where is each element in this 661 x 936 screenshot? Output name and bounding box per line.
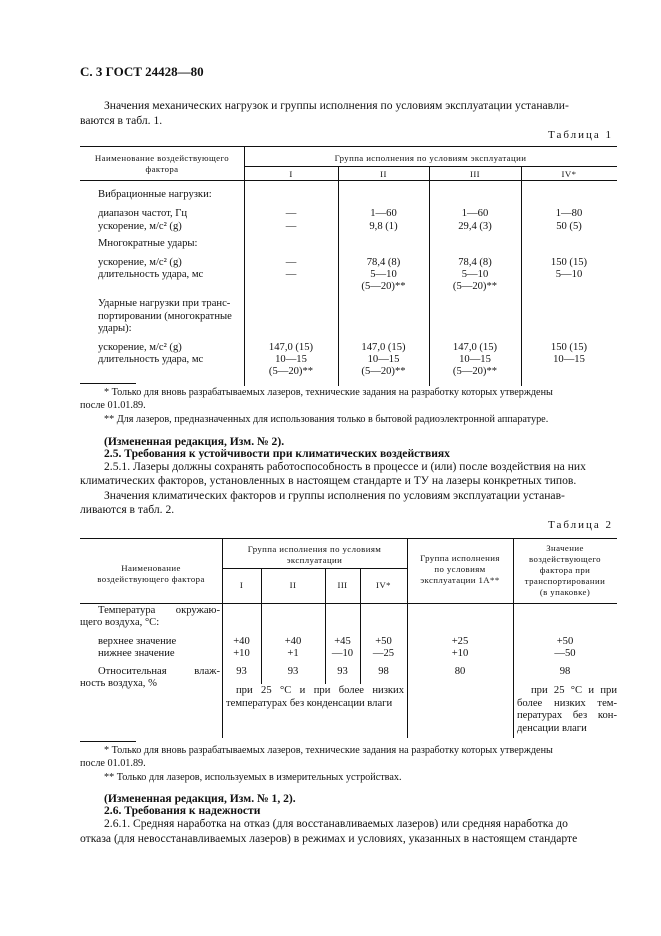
table1-cell: 147,0 (15) [361,342,406,353]
table2-col-1a: Группа исполнения по условиям эксплуатации 1А** [420,553,500,585]
table1-cell: 29,4 (3) [458,221,492,232]
table1-cell: (5—20)** [452,281,498,292]
revision-note-1: (Измененная редакция, Изм. № 2). [104,435,285,448]
table2-temp-title-2: щего воздуха, °С: [80,617,160,628]
footnote-separator [80,383,136,384]
table1-cell: 1—60 [370,208,397,219]
table1-col-group: Группа исполнения по условиям эксплуатации [334,153,527,163]
table2-cell: +40 [233,636,250,647]
table2-cell: +50 [375,636,392,647]
footnote-separator [80,741,136,742]
table2-cell: 93 [236,666,247,677]
page-header: С. 3 ГОСТ 24428—80 [80,64,204,79]
table2-cell: 98 [378,666,389,677]
table1-row-label: ускорение, м/с² (g) [98,221,182,232]
intro-line-1: Значения механических нагрузок и группы исполнения по условиям эксплуатации устанавли- [104,99,569,112]
table2-caption: Таблица 2 [548,519,614,531]
table1-cell: (5—20)** [452,366,498,377]
table2-cell: —25 [372,648,395,659]
section-2-6-title: 2.6. Требования к надежности [104,804,261,817]
table1-cell: 147,0 (15) [452,342,498,353]
para-2-5-1-line1: 2.5.1. Лазеры должны сохранять работоспособность в процессе и (или) после воздействия на них [104,460,586,473]
table2-row-label: верхнее значение [98,636,177,647]
table1-cell: 1—60 [461,208,489,219]
table2-group-2: II [289,580,297,590]
table1-mult-title: Многократные удары: [98,238,198,249]
table2-cell: +45 [334,636,351,647]
table2-cell: 93 [337,666,348,677]
table2-cell: 98 [559,666,571,677]
table2-row-label: нижнее значение [98,648,175,659]
intro-line-2: ваются в табл. 1. [80,114,163,127]
table2-cell: +25 [451,636,469,647]
table2-hum-note-transport: при 25 °С и при более низких тем- пературах без кон- денсации влаги [517,685,617,734]
table2-col-group: Группа исполнения по условиям эксплуатации [247,544,382,565]
table1-cell: (5—20)** [361,366,406,377]
table1-cell: 78,4 (8) [458,257,492,268]
footnote-2b: после 01.01.89. [80,758,146,769]
table2-cell: +40 [284,636,302,647]
table2-col-transport: Значение воздействующего фактора при транспортировании (в упаковке) [524,543,606,597]
para-2-6-1-line1: 2.6.1. Средняя наработка на отказ (для восстанавливаемых лазеров) или средняя наработка до [104,817,568,830]
table1-cell: — [285,208,297,219]
para-2-6-1-line2: отказа (для невосстанавливаемых лазеров) в режимах и условиях, указанных в настоящем стандарте [80,832,578,845]
table1-row-label: ускорение, м/с² (g) [98,342,182,353]
table1-cell: — [285,257,297,268]
table1-vib-title: Вибрационные нагрузки: [98,189,212,200]
table2-cell: —50 [554,648,576,659]
table1-cell: 150 (15) [550,342,588,353]
table2-cell: +10 [451,648,469,659]
table1-row-label: длительность удара, мс [98,354,204,365]
table1-row-label: диапазон частот, Гц [98,208,188,219]
revision-note-2: (Измененная редакция, Изм. № 1, 2). [104,792,296,805]
table1-cell: 150 (15) [550,257,588,268]
table1-row-label: длительность удара, мс [98,269,204,280]
table2-cell: —10 [331,648,354,659]
table1-cell: (5—20)** [268,366,314,377]
table1-cell: 50 (5) [556,221,582,232]
footnote-2c: ** Только для лазеров, используемых в измерительных устройствах. [104,772,402,783]
table2-col-factor: Наименование воздействующего фактора [97,563,205,584]
table2-group-1: I [239,580,244,590]
table1-cell: 147,0 (15) [268,342,314,353]
table2-temp-title: Температура окружаю- [98,605,220,616]
para-2-5-1-line2: климатических факторов, установленных в настоящем стандарте и ТУ на лазеры конкретных типов. [80,474,577,487]
section-2-5-title: 2.5. Требования к устойчивости при климатических воздействиях [104,447,450,460]
table2-cell: +1 [287,648,299,659]
table1-group-4: IV* [561,169,577,179]
table2-cell: 93 [287,666,299,677]
table1-cell: 10—15 [275,354,307,365]
table1-group-1: I [289,169,293,179]
table2-hum-label: Относительная влаж- [98,666,220,677]
table1-cell: 5—10 [370,269,397,280]
table1-cell: — [285,221,297,232]
footnote-1c: ** Для лазеров, предназначенных для использования только в бытовой радиоэлектронной аппаратуре. [104,414,549,425]
para-2-5-2-line1: Значения климатических факторов и группы исполнения по условиям эксплуатации устанав- [104,489,565,502]
table1-caption: Таблица 1 [548,129,614,141]
table1-cell: 5—10 [461,269,489,280]
footnote-1a: * Только для вновь разрабатываемых лазеров, технические задания на разработку которых утверждены [104,387,553,398]
footnote-1b: после 01.01.89. [80,400,146,411]
table1-cell: (5—20)** [361,281,406,292]
footnote-2a: * Только для вновь разрабатываемых лазеров, технические задания на разработку которых утверждены [104,745,553,756]
table2-hum-label-2: ность воздуха, % [80,678,157,689]
table1-cell: — [285,269,297,280]
table1-row-label: ускорение, м/с² (g) [98,257,182,268]
table1-cell: 5—10 [555,269,583,280]
table1-cell: 1—80 [555,208,583,219]
table2-cell: +10 [233,648,250,659]
table2-hum-note: при 25 °С и при более низких температурах без конденсации влаги [226,685,404,709]
table2-group-3: III [337,580,348,590]
para-2-5-2-line2: ливаются в табл. 2. [80,503,175,516]
table1-cell: 9,8 (1) [369,221,398,232]
table1-group-3: III [470,169,480,179]
table1-col-factor: Наименование воздействующего фактора [94,153,230,174]
table2-group-4: IV* [376,580,391,590]
table1-cell: 10—15 [459,354,491,365]
table1-group-2: II [380,169,387,179]
table2-cell: 80 [454,666,466,677]
table1-cell: 78,4 (8) [366,257,401,268]
table1-shock-title: Ударные нагрузки при транс- портировании (многократные удары): [98,298,232,335]
table1-cell: 10—15 [367,354,400,365]
table1-cell: 10—15 [553,354,585,365]
table2-cell: +50 [556,636,574,647]
